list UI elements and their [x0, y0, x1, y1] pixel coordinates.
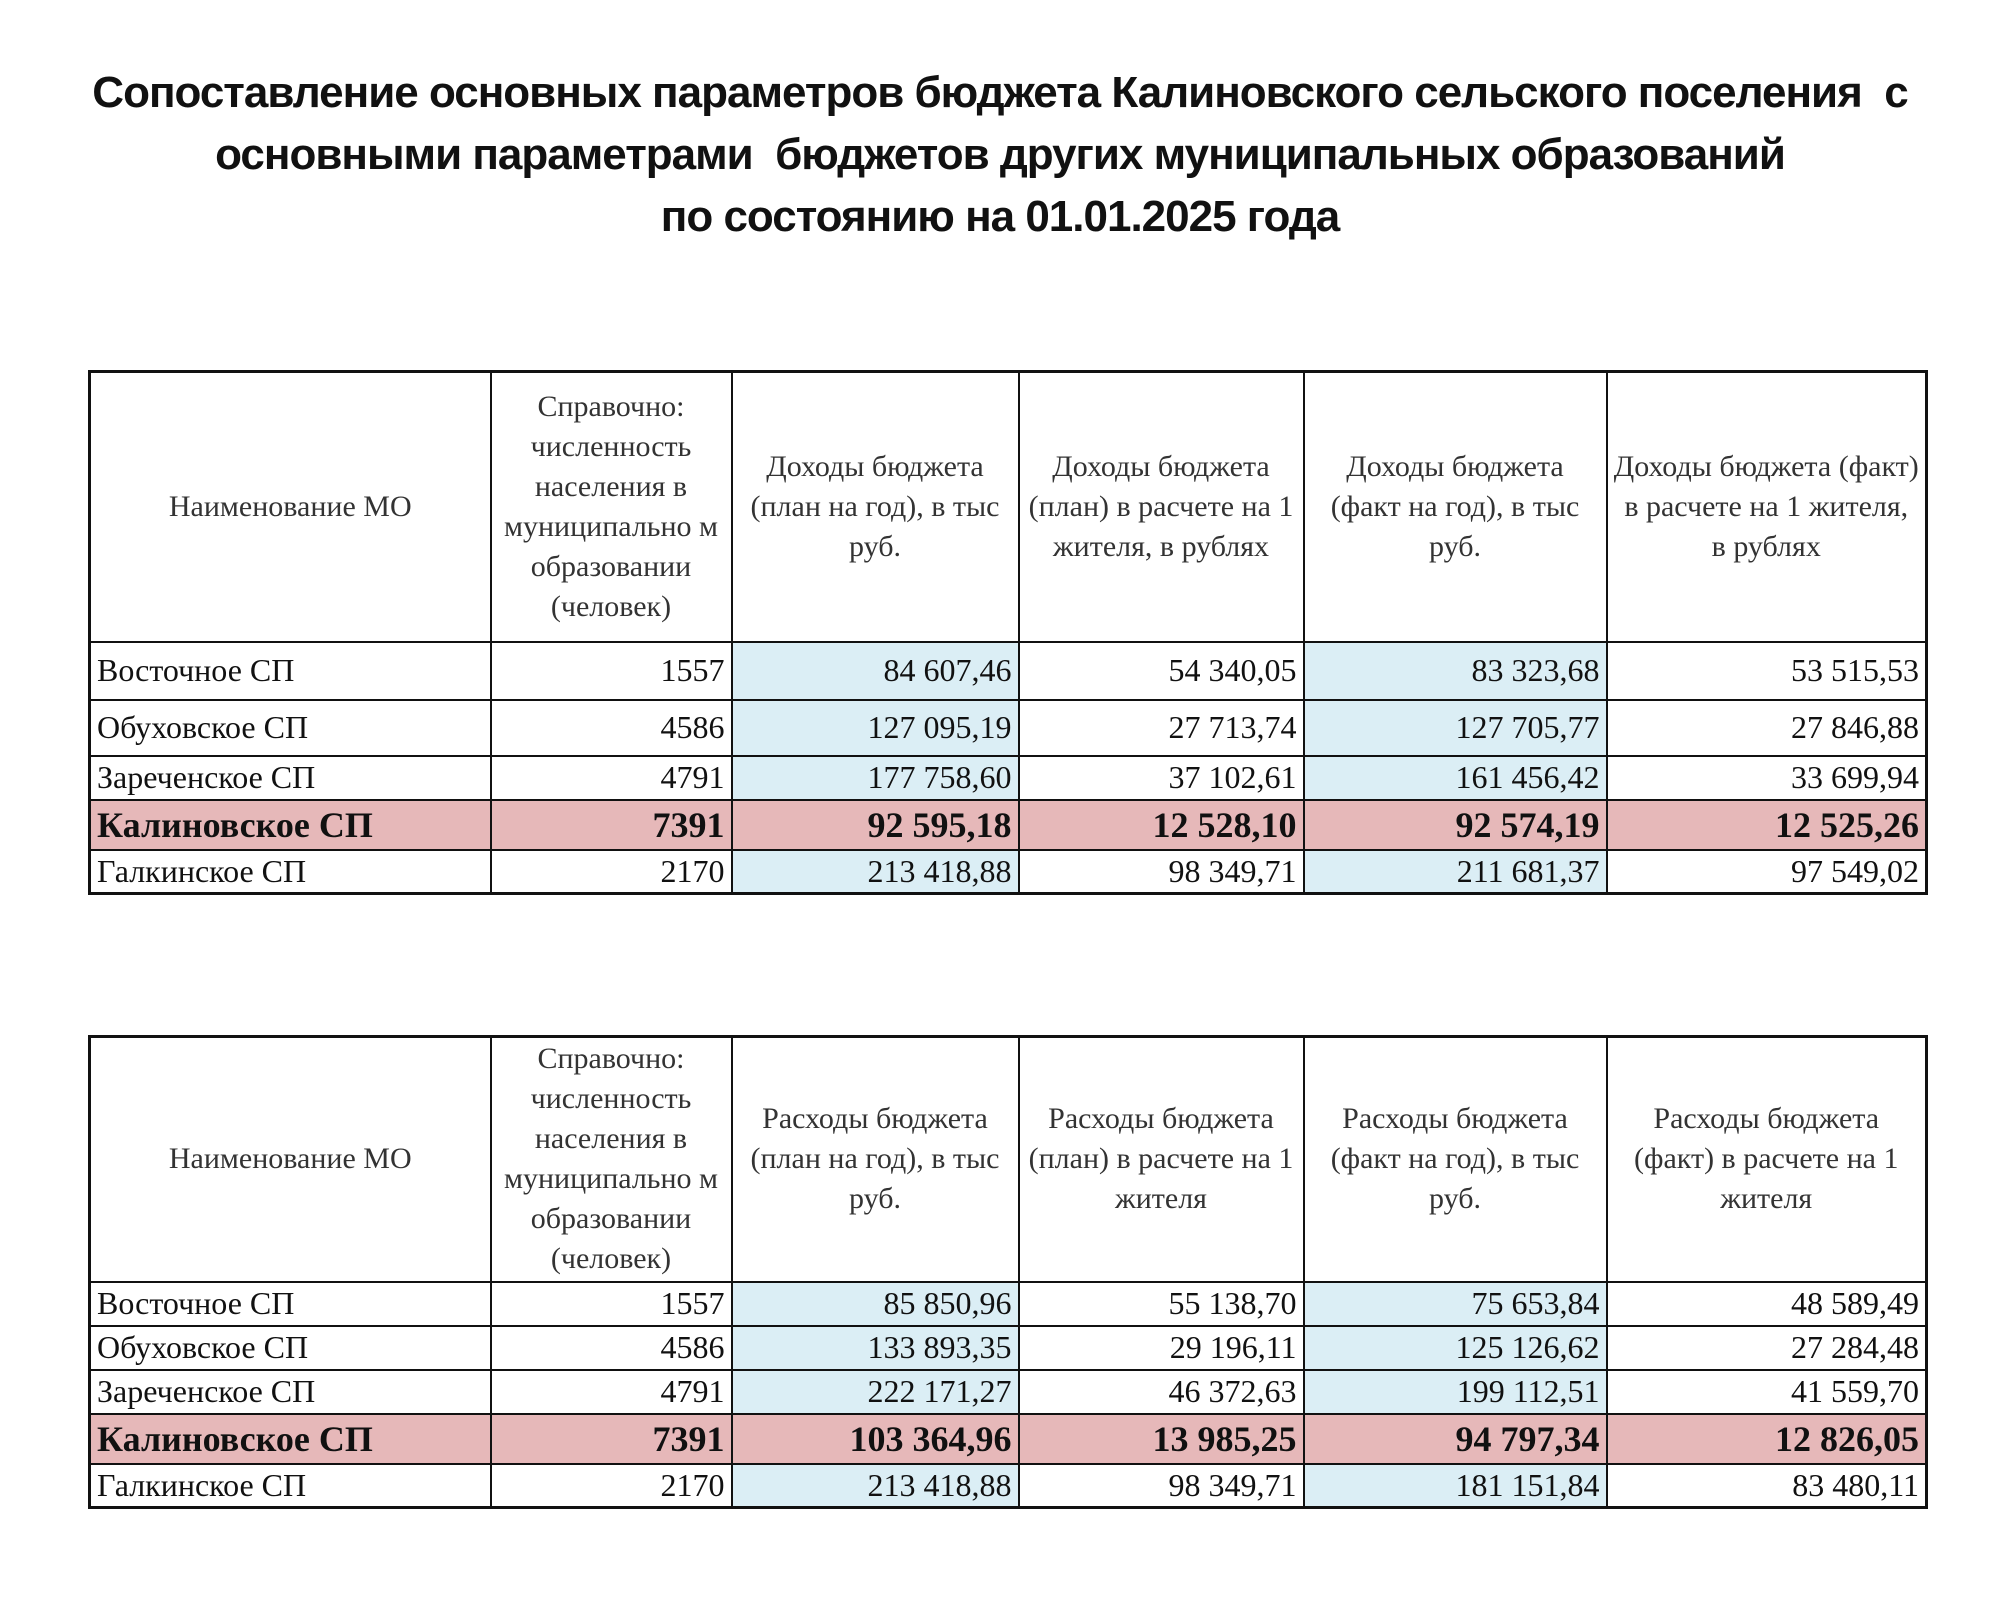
title-line-1: Сопоставление основных параметров бюджета Калиновского сельского поселения с: [92, 68, 1908, 117]
expense-plan-per-capita: 13 985,25: [1019, 1414, 1304, 1464]
expense-plan: 103 364,96: [732, 1414, 1019, 1464]
income-plan-per-capita: 37 102,61: [1019, 756, 1304, 800]
header-expense-fact-per-capita: Расходы бюджета (факт) в расчете на 1 жителя: [1607, 1037, 1927, 1282]
expense-plan-per-capita: 55 138,70: [1019, 1282, 1304, 1326]
income-plan: 92 595,18: [732, 800, 1019, 850]
income-fact: 83 323,68: [1304, 642, 1607, 700]
expense-fact: 94 797,34: [1304, 1414, 1607, 1464]
income-plan: 127 095,19: [732, 700, 1019, 756]
header-income-fact: Доходы бюджета (факт на год), в тыс руб.: [1304, 372, 1607, 642]
population: 7391: [491, 800, 732, 850]
table-row: [90, 756, 1927, 800]
expense-fact-per-capita: 12 826,05: [1607, 1414, 1927, 1464]
table-row: [90, 1464, 1927, 1508]
header-population: Справочно: численность населения в муниципально м образовании (человек): [491, 372, 732, 642]
income-fact-per-capita: 33 699,94: [1607, 756, 1927, 800]
expense-plan: 133 893,35: [732, 1326, 1019, 1370]
population: 1557: [491, 642, 732, 700]
income-fact: 161 456,42: [1304, 756, 1607, 800]
population: 4586: [491, 700, 732, 756]
income-fact-per-capita: 97 549,02: [1607, 850, 1927, 894]
income-header-row: [90, 372, 1927, 642]
expense-fact: 75 653,84: [1304, 1282, 1607, 1326]
population: 1557: [491, 1282, 732, 1326]
expense-plan-per-capita: 46 372,63: [1019, 1370, 1304, 1414]
title-line-3: по состоянию на 01.01.2025 года: [660, 192, 1340, 241]
header-income-plan: Доходы бюджета (план на год), в тыс руб.: [732, 372, 1019, 642]
table-row: [90, 1282, 1927, 1326]
expense-fact-per-capita: 27 284,48: [1607, 1326, 1927, 1370]
expense-header-row: [90, 1037, 1927, 1282]
income-plan: 213 418,88: [732, 850, 1019, 894]
income-fact-per-capita: 12 525,26: [1607, 800, 1927, 850]
mo-name: Восточное СП: [90, 1282, 491, 1326]
expense-fact: 181 151,84: [1304, 1464, 1607, 1508]
header-name-mo: Наименование МО: [90, 1037, 491, 1282]
expense-plan-per-capita: 98 349,71: [1019, 1464, 1304, 1508]
income-plan: 177 758,60: [732, 756, 1019, 800]
expense-fact-per-capita: 48 589,49: [1607, 1282, 1927, 1326]
income-fact-per-capita: 53 515,53: [1607, 642, 1927, 700]
table-row: [90, 1370, 1927, 1414]
table-row: [90, 700, 1927, 756]
expense-plan-per-capita: 29 196,11: [1019, 1326, 1304, 1370]
mo-name: Калиновское СП: [90, 800, 491, 850]
mo-name: Калиновское СП: [90, 1414, 491, 1464]
income-plan-per-capita: 54 340,05: [1019, 642, 1304, 700]
expense-plan: 222 171,27: [732, 1370, 1019, 1414]
header-expense-fact: Расходы бюджета (факт на год), в тыс руб.: [1304, 1037, 1607, 1282]
income-plan-per-capita: 27 713,74: [1019, 700, 1304, 756]
mo-name: Обуховское СП: [90, 700, 491, 756]
header-income-fact-per-capita: Доходы бюджета (факт) в расчете на 1 жителя, в рублях: [1607, 372, 1927, 642]
table-row-highlighted: [90, 1414, 1927, 1464]
header-population: Справочно: численность населения в муниципально м образовании (человек): [491, 1037, 732, 1282]
income-plan: 84 607,46: [732, 642, 1019, 700]
expense-table: [88, 1035, 1928, 1509]
table-row: [90, 1326, 1927, 1370]
mo-name: Галкинское СП: [90, 1464, 491, 1508]
expense-fact: 125 126,62: [1304, 1326, 1607, 1370]
table-row-highlighted: [90, 800, 1927, 850]
expense-plan: 85 850,96: [732, 1282, 1019, 1326]
income-fact-per-capita: 27 846,88: [1607, 700, 1927, 756]
expense-fact-per-capita: 41 559,70: [1607, 1370, 1927, 1414]
income-fact: 92 574,19: [1304, 800, 1607, 850]
header-expense-plan: Расходы бюджета (план на год), в тыс руб.: [732, 1037, 1019, 1282]
population: 4791: [491, 1370, 732, 1414]
income-plan-per-capita: 98 349,71: [1019, 850, 1304, 894]
header-income-plan-per-capita: Доходы бюджета (план) в расчете на 1 жителя, в рублях: [1019, 372, 1304, 642]
mo-name: Обуховское СП: [90, 1326, 491, 1370]
population: 7391: [491, 1414, 732, 1464]
income-table: [88, 370, 1928, 895]
mo-name: Галкинское СП: [90, 850, 491, 894]
population: 4586: [491, 1326, 732, 1370]
header-expense-plan-per-capita: Расходы бюджета (план) в расчете на 1 жителя: [1019, 1037, 1304, 1282]
mo-name: Зареченское СП: [90, 1370, 491, 1414]
expense-fact-per-capita: 83 480,11: [1607, 1464, 1927, 1508]
table-row: [90, 642, 1927, 700]
population: 2170: [491, 850, 732, 894]
page-title: [0, 62, 2000, 248]
title-line-2: основными параметрами бюджетов других муниципальных образований: [215, 130, 1785, 179]
expense-plan: 213 418,88: [732, 1464, 1019, 1508]
table-row: [90, 850, 1927, 894]
income-fact: 127 705,77: [1304, 700, 1607, 756]
income-fact: 211 681,37: [1304, 850, 1607, 894]
income-plan-per-capita: 12 528,10: [1019, 800, 1304, 850]
population: 4791: [491, 756, 732, 800]
expense-fact: 199 112,51: [1304, 1370, 1607, 1414]
population: 2170: [491, 1464, 732, 1508]
mo-name: Зареченское СП: [90, 756, 491, 800]
header-name-mo: Наименование МО: [90, 372, 491, 642]
mo-name: Восточное СП: [90, 642, 491, 700]
